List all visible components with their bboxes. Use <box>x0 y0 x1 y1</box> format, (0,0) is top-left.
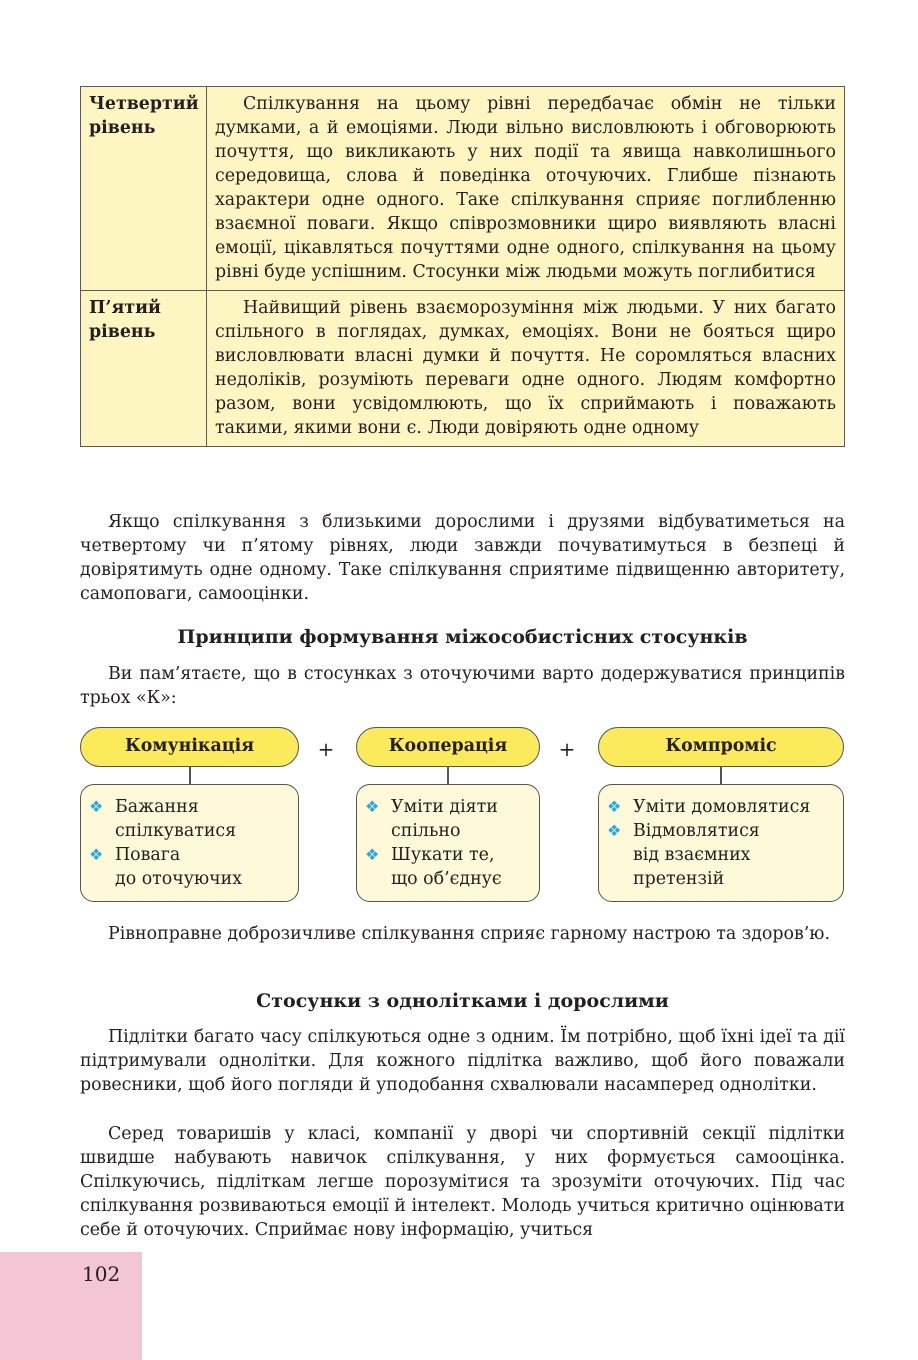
page-number-tab <box>0 1252 142 1360</box>
principle-card <box>80 784 299 902</box>
list-item <box>607 795 835 819</box>
principle-title: Комунікація <box>80 727 299 767</box>
page-number: 102 <box>82 1262 121 1286</box>
list-item-text: Уміти діяти спільно <box>391 797 498 841</box>
list-item-text: Повага до оточуючих <box>115 845 243 889</box>
diamond-bullet-icon: ❖ <box>607 821 622 840</box>
connector-line <box>447 766 449 784</box>
diamond-bullet-icon: ❖ <box>89 845 104 864</box>
communication-levels-table <box>80 86 845 447</box>
paragraph: Підлітки багато часу спілкуються одне з одним. Їм потрібно, щоб їхні ідеї та дії підтримували однолітки. Для кожного підлітка важливо, щоб його поважали ровесники, щоб його погляди й уподобання схвалювали насамперед однолітки. <box>80 1027 845 1095</box>
connector-line <box>189 766 191 784</box>
diamond-bullet-icon: ❖ <box>365 797 380 816</box>
paragraph: Ви пам’ятаєте, що в стосунках з оточуючими варто додержуватися принципів трьох «К»: <box>80 664 845 708</box>
diamond-bullet-icon: ❖ <box>89 797 104 816</box>
list-item-text: Шукати те, що об’єднує <box>391 845 502 889</box>
list-item <box>89 843 290 891</box>
list-item <box>365 795 531 843</box>
list-item-text: Уміти домовлятися <box>633 797 811 817</box>
table-row <box>81 87 845 291</box>
list-item-text: Бажання спілкуватися <box>115 797 237 841</box>
list-item <box>89 795 290 843</box>
plus-sign: + <box>317 737 335 761</box>
table-row <box>81 291 845 447</box>
section-heading: Принципи формування міжособистісних стосунків <box>177 626 748 648</box>
diamond-bullet-icon: ❖ <box>365 845 380 864</box>
diamond-bullet-icon: ❖ <box>607 797 622 816</box>
level-name: Четвертий рівень <box>81 87 207 291</box>
principle-card <box>356 784 540 902</box>
plus-sign: + <box>558 737 576 761</box>
level-description: Найвищий рівень взаєморозуміння між людьми. У них багато спільного в поглядах, думках, емоціях. Вони не бояться щиро висловлювати власні думки й почуття. Не соромляться власних недоліків, розуміють переваги одне одного. Людям комфортно разом, вони усвідомлюють, що їх сприймають і поважають такими, якими вони є. Люди довіряють одне одному <box>207 291 845 447</box>
principle-title: Кооперація <box>356 727 540 767</box>
connector-line <box>720 766 722 784</box>
level-description: Спілкування на цьому рівні передбачає обмін не тільки думками, а й емоціями. Люди вільно висловлюють і обговорюють почуття, що викликають у них події та явища навколишнього середовища, слова й поведінка оточуючих. Глибше пізнають характери одне одного. Таке спілкування сприяє поглибленню взаємної поваги. Якщо співрозмовники щиро виявляють власні емоції, цікавляться почуттями одне одного, спілкування на цьому рівні буде успішним. Стосунки між людьми можуть поглибитися <box>207 87 845 291</box>
section-heading: Стосунки з однолітками і дорослими <box>256 990 669 1012</box>
principle-title: Компроміс <box>598 727 844 767</box>
paragraph: Серед товаришів у класі, компанії у дворі чи спортивній секції підлітки швидше набувають навичок спілкування, у них формується самооцінка. Спілкуючись, підліткам легше порозумітися та зрозуміти оточуючих. Під час спілкування розвиваються емоції й інтелект. Молодь учиться критично оцінювати себе й оточуючих. Сприймає нову інформацію, учиться <box>80 1124 845 1240</box>
paragraph: Якщо спілкування з близькими дорослими і друзями відбуватиметься на четвертому чи п’ятому рівнях, люди завжди почуватимуться в безпеці й довірятимуть одне одному. Таке спілкування сприятиме підвищенню авторитету, самоповаги, самооцінки. <box>80 512 845 604</box>
list-item-text: Відмовлятися від взаємних претензій <box>633 821 760 889</box>
list-item <box>365 843 531 891</box>
paragraph: Рівноправне доброзичливе спілкування сприяє гарному настрою та здоров’ю. <box>108 924 830 944</box>
list-item <box>607 819 835 891</box>
level-name: П’ятий рівень <box>81 291 207 447</box>
principle-card <box>598 784 844 902</box>
